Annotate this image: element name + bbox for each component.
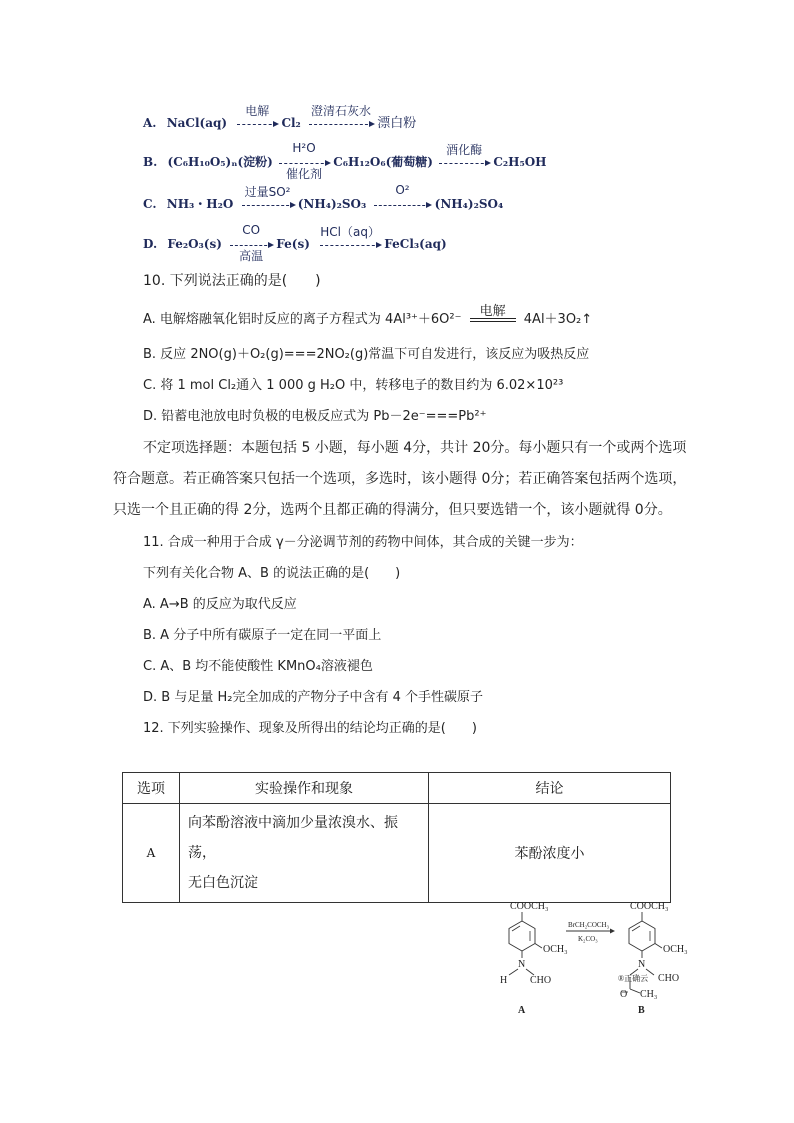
q9b-arrow2	[439, 142, 489, 170]
q9c-arrow2-condition: O²	[395, 182, 410, 197]
q9a-arrow1-condition: 电解	[245, 103, 270, 118]
b-ch3: CH₃	[640, 989, 658, 1000]
q9c-label: C.	[143, 197, 157, 211]
q9a-arrow2	[309, 103, 373, 131]
q9-option-b	[143, 140, 547, 181]
q9c-arrow1-condition: 过量SO²	[244, 184, 291, 199]
b-cooch3: COOCH₃	[630, 901, 669, 912]
compound-b	[618, 901, 688, 1016]
q9a-label: A.	[143, 116, 157, 130]
reagent-bottom: K₂CO₃	[578, 935, 598, 943]
a-n: N	[518, 959, 526, 970]
q11-option-b: B. A 分子中所有碳原子一定在同一平面上	[143, 628, 382, 643]
reagent-top: BrCH₂COCH₃	[568, 921, 610, 929]
q9d-arrow1-top: CO	[242, 222, 261, 237]
section-instructions-line3: 只选一个且正确的得 2分，选两个且都正确的得满分，但只要选错一个，该小题就得 0分。	[113, 502, 672, 518]
compound-a-label: A	[518, 1005, 526, 1016]
table-header-option: 选项	[123, 773, 180, 804]
q9d-start: Fe₂O₃(s)	[167, 237, 222, 251]
q9c-end: (NH₄)₂SO₄	[434, 197, 504, 211]
q9a-start: NaCl(aq)	[166, 116, 228, 130]
q9d-arrow2-condition: HCl（aq）	[320, 224, 380, 239]
q9b-arrow1-top: H²O	[292, 140, 316, 155]
q9d-arrow1-bottom: 高温	[239, 248, 264, 263]
q10a-product: 4Al＋3O₂↑	[523, 312, 593, 327]
q9d-label: D.	[143, 237, 158, 251]
q9c-arrow1	[242, 184, 294, 212]
q9c-mid: (NH₄)₂SO₃	[297, 197, 367, 211]
q9-option-a	[143, 103, 417, 131]
q9d-mid: Fe(s)	[276, 237, 310, 251]
q10a-condition: 电解	[479, 303, 506, 319]
q10-option-c: C. 将 1 mol Cl₂通入 1 000 g H₂O 中，转移电子的数目约为 6.02×10²³	[143, 378, 564, 393]
compound-b-label: B	[638, 1005, 645, 1016]
q9a-arrow1	[237, 103, 277, 131]
q9a-mid: Cl₂	[281, 116, 301, 130]
b-o: O	[620, 989, 628, 1000]
a-och3: OCH₃	[543, 944, 568, 955]
table-cell-operation	[180, 804, 429, 903]
q9c-start: NH₃・H₂O	[166, 197, 234, 211]
reaction-scheme-diagram	[490, 895, 710, 1025]
q10a-equals-sign	[470, 303, 516, 322]
q11-option-c: C. A、B 均不能使酸性 KMnO₄溶液褪色	[143, 659, 373, 674]
section-instructions-line2: 符合题意。若正确答案只包括一个选项，多选时，该小题得 0分；若正确答案包括两个选项，	[113, 471, 687, 487]
a-h: H	[500, 975, 508, 986]
q12-stem: 12. 下列实验操作、现象及所得出的结论均正确的是( )	[143, 721, 477, 736]
q9b-start: (C₆H₁₀O₅)ₙ(淀粉)	[167, 155, 273, 169]
operation-line2: 无白色沉淀	[188, 875, 258, 891]
table-header-operation: 实验操作和现象	[180, 773, 429, 804]
b-cho: CHO	[658, 973, 680, 984]
q9-option-c	[143, 182, 504, 212]
q11-sub-stem: 下列有关化合物 A、B 的说法正确的是( )	[143, 566, 401, 581]
a-cho: CHO	[530, 975, 552, 986]
b-watermark: ®正确云	[618, 974, 649, 983]
q10-option-d: D. 铅蓄电池放电时负极的电极反应式为 Pb－2e⁻===Pb²⁺	[143, 409, 487, 424]
q9c-arrow2	[374, 182, 430, 212]
q9b-end: C₂H₅OH	[493, 155, 547, 169]
q11-option-d: D. B 与足量 H₂完全加成的产物分子中含有 4 个手性碳原子	[143, 690, 483, 705]
q10-option-b: B. 反应 2NO(g)＋O₂(g)===2NO₂(g)常温下可自发进行，该反应为吸热反应	[143, 347, 590, 362]
table-header-conclusion: 结论	[429, 773, 671, 804]
table-header-row	[123, 773, 671, 804]
q9a-end: 漂白粉	[377, 116, 417, 131]
q9b-arrow1	[279, 140, 329, 181]
q10-option-a	[143, 303, 593, 327]
q9b-arrow2-condition: 酒化酶	[446, 142, 483, 157]
section-instructions-line1: 不定项选择题：本题包括 5 小题，每小题 4分，共计 20分。每小题只有一个或两个选项	[143, 440, 687, 456]
table-cell-conclusion: 苯酚浓度小	[429, 804, 671, 903]
q9d-arrow1	[230, 222, 272, 263]
experiment-table	[122, 772, 671, 903]
reaction-arrow	[566, 921, 615, 943]
operation-line1: 向苯酚溶液中滴加少量浓溴水、振荡，	[188, 815, 398, 861]
q9d-arrow2	[320, 224, 380, 252]
compound-a	[500, 901, 568, 1016]
table-cell-option: A	[123, 804, 180, 903]
q9b-arrow1-bottom: 催化剂	[286, 166, 323, 181]
q11-stem: 11. 合成一种用于合成 γ－分泌调节剂的药物中间体，其合成的关键一步为：	[143, 535, 583, 550]
q9-option-d	[143, 222, 447, 263]
q9b-label: B.	[143, 155, 158, 169]
table-row	[123, 804, 671, 903]
q11-option-a: A. A→B 的反应为取代反应	[143, 597, 297, 612]
q9d-end: FeCl₃(aq)	[384, 237, 447, 251]
b-n: N	[638, 959, 646, 970]
q10-stem: 10. 下列说法正确的是( )	[143, 273, 321, 289]
q9b-mid: C₆H₁₂O₆(葡萄糖)	[333, 155, 433, 169]
q9a-arrow2-condition: 澄清石灰水	[310, 103, 371, 118]
b-och3: OCH₃	[663, 944, 688, 955]
a-cooch3: COOCH₃	[510, 901, 549, 912]
q10a-text: A. 电解熔融氧化铝时反应的离子方程式为 4Al³⁺＋6O²⁻	[143, 312, 462, 327]
